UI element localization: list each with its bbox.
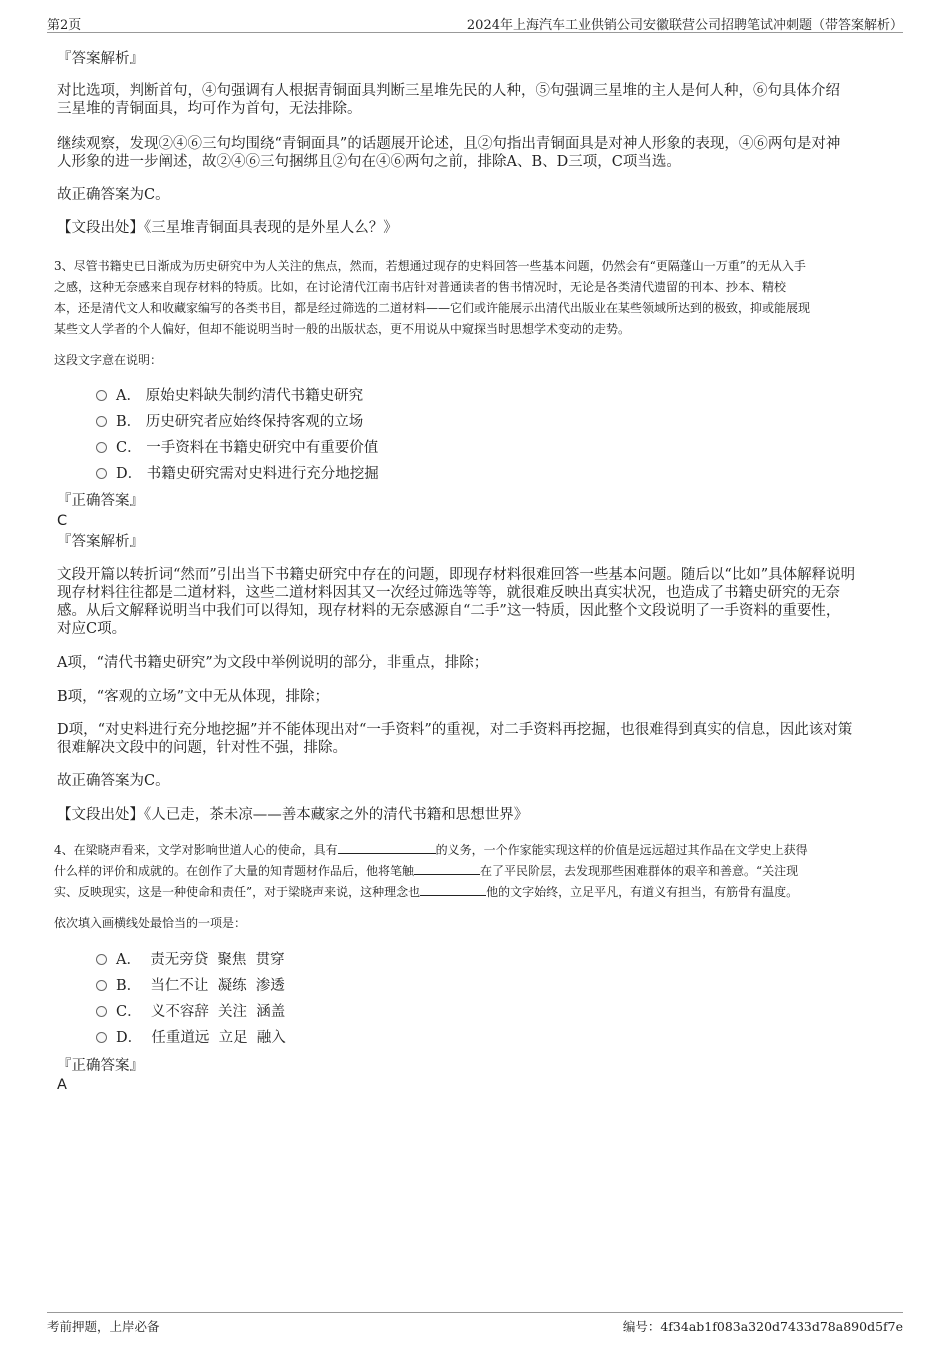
stem-text: 实、反映现实，这是一种使命和责任”，对于梁晓声来说，这种理念也	[54, 885, 421, 899]
q3-note-a: A项，“清代书籍史研究”为文段中举例说明的部分，非重点，排除；	[57, 655, 489, 671]
q4-option-d[interactable]	[96, 1029, 286, 1047]
option-key: B．	[116, 978, 142, 994]
radio-icon[interactable]	[96, 468, 107, 479]
q3-answer-label: 『正确答案』	[57, 493, 144, 509]
option-text: 书籍史研究需对史料进行充分地挖掘	[146, 466, 379, 482]
q2-analysis-label: 『答案解析』	[57, 51, 144, 67]
text-line: 现存材料往往都是二道材料，这些二道材料因其又一次经过筛选等等，就很难反映出真实状况，也造成了书籍史研究的无奈	[57, 585, 840, 601]
option-text: 当仁不让 凝练 渗透	[150, 978, 285, 994]
q4-option-b[interactable]	[96, 977, 285, 995]
radio-icon[interactable]	[96, 390, 107, 401]
q3-option-d[interactable]	[96, 465, 379, 483]
text-line	[54, 861, 808, 882]
text-line: D项，“对史料进行充分地挖掘”并不能体现出对“一手资料”的重视，对二手资料再挖掘，也很难得到真实的信息，因此该对策	[57, 722, 853, 738]
q4-stem	[54, 840, 808, 903]
text-line: 某些文人学者的个人偏好，但却不能说明当时一般的出版状态，更不用说从中窥探当时思想学术变动的走势。	[54, 322, 631, 336]
q2-conclusion: 故正确答案为C。	[57, 187, 170, 203]
document-code: 编号：4f34ab1f083a320d7433d78a890d5f7e	[622, 1319, 903, 1334]
text-line: 之感，这种无奈感来自现存材料的特质。比如，在讨论清代江南书店针对普通读者的售书情况时，无论是各类清代遗留的刊本、抄本、精校	[54, 280, 787, 294]
page-footer	[47, 1312, 903, 1334]
q3-option-a[interactable]	[96, 387, 363, 405]
stem-text: 他的文字始终，立足平凡，有道义有担当，有筋骨有温度。	[486, 885, 799, 899]
radio-icon[interactable]	[96, 416, 107, 427]
q3-note-d	[57, 721, 852, 757]
text-line: 继续观察，发现②④⑥三句均围绕“青铜面具”的话题展开论述，且②句指出青铜面具是对神人形象的表现，④⑥两句是对神	[57, 136, 841, 152]
option-text: 任重道远 立足 融入	[151, 1030, 286, 1046]
q4-answer-label: 『正确答案』	[57, 1058, 144, 1074]
text-line: 人形象的进一步阐述，故②④⑥三句捆绑且②句在④⑥两句之前，排除A、B、D三项，C项当选。	[57, 154, 681, 170]
q4-prompt: 依次填入画横线处最恰当的一项是：	[54, 916, 247, 930]
option-key: C．	[116, 1004, 142, 1020]
q3-note-b: B项，“客观的立场”文中无从体现，排除；	[57, 689, 329, 705]
option-text: 责无旁贷 聚焦 贯穿	[150, 952, 285, 968]
fill-blank-3	[420, 883, 486, 896]
page-header	[47, 12, 903, 33]
option-key: B．	[116, 414, 142, 430]
radio-icon[interactable]	[96, 442, 107, 453]
q3-stem	[54, 256, 810, 340]
text-line: 对比选项，判断首句，④句强调有人根据青铜面具判断三星堆先民的人种，⑤句强调三星堆的主人是何人种，⑥句具体介绍	[57, 83, 840, 99]
text-line: 三星堆的青铜面具，均可作为首句，无法排除。	[57, 101, 362, 117]
q3-analysis-label: 『答案解析』	[57, 534, 144, 550]
text-line: 感。从后文解释说明当中我们可以得知，现存材料的无奈感源自“二手”这一特质，因此整个文段说明了一手资料的重要性，	[57, 603, 841, 619]
fill-blank-1	[338, 841, 436, 854]
text-line: 对应C项。	[57, 621, 127, 637]
stem-text: 的义务，一个作家能实现这样的价值是远远超过其作品在文学史上获得	[435, 843, 808, 857]
option-text: 一手资料在书籍史研究中有重要价值	[146, 440, 379, 456]
stem-text: 在了平民阶层，去发现那些困难群体的艰辛和善意。“关注现	[480, 864, 799, 878]
text-line: 3、尽管书籍史已日渐成为历史研究中为人关注的焦点，然而，若想通过现存的史料回答一些基本问题，仍然会有“更隔蓬山一万重”的无从入手	[54, 259, 806, 273]
fill-blank-2	[414, 862, 480, 875]
option-text: 义不容辞 关注 涵盖	[150, 1004, 286, 1020]
text-line	[54, 882, 808, 903]
document-title: 2024年上海汽车工业供销公司安徽联营公司招聘笔试冲刺题（带答案解析）	[466, 18, 903, 33]
text-line	[54, 840, 808, 861]
q3-conclusion: 故正确答案为C。	[57, 773, 170, 789]
q2-analysis-para1	[57, 82, 840, 118]
stem-text: 什么样的评价和成就的。在创作了大量的知青题材作品后，他将笔触	[54, 864, 415, 878]
radio-icon[interactable]	[96, 980, 107, 991]
radio-icon[interactable]	[96, 954, 107, 965]
text-line: 本，还是清代文人和收藏家编写的各类书目，都是经过筛选的二道材料——它们或许能展示出清代出版业在某些领域所达到的极致，抑或能展现	[54, 301, 811, 315]
option-key: C．	[116, 440, 142, 456]
text-line: 文段开篇以转折词“然而”引出当下书籍史研究中存在的问题，即现存材料很难回答一些基本问题。随后以“比如”具体解释说明	[57, 567, 856, 583]
page-number: 第2页	[47, 18, 82, 33]
stem-text: 4、在梁晓声看来，文学对影响世道人心的使命，具有	[54, 843, 338, 857]
option-key: D．	[116, 466, 143, 482]
q3-source: 【文段出处】《人已走，茶未凉——善本藏家之外的清代书籍和思想世界》	[57, 807, 529, 823]
footer-slogan: 考前押题，上岸必备	[47, 1319, 160, 1334]
option-text: 原始史料缺失制约清代书籍史研究	[145, 388, 364, 404]
radio-icon[interactable]	[96, 1032, 107, 1043]
option-key: A．	[116, 388, 141, 404]
q2-analysis-para2	[57, 135, 840, 171]
q3-analysis	[57, 566, 855, 638]
q3-option-b[interactable]	[96, 413, 363, 431]
q3-prompt: 这段文字意在说明：	[54, 353, 163, 367]
option-key: D．	[116, 1030, 143, 1046]
q4-option-c[interactable]	[96, 1003, 285, 1021]
option-key: A．	[116, 952, 141, 968]
text-line: 很难解决文段中的问题，针对性不强，排除。	[57, 740, 347, 756]
q4-answer: A	[57, 1077, 67, 1093]
option-text: 历史研究者应始终保持客观的立场	[145, 414, 364, 430]
q3-option-c[interactable]	[96, 439, 378, 457]
q3-answer: C	[57, 513, 68, 529]
radio-icon[interactable]	[96, 1006, 107, 1017]
q2-source: 【文段出处】《三星堆青铜面具表现的是外星人么？》	[57, 220, 398, 236]
q4-option-a[interactable]	[96, 951, 285, 969]
